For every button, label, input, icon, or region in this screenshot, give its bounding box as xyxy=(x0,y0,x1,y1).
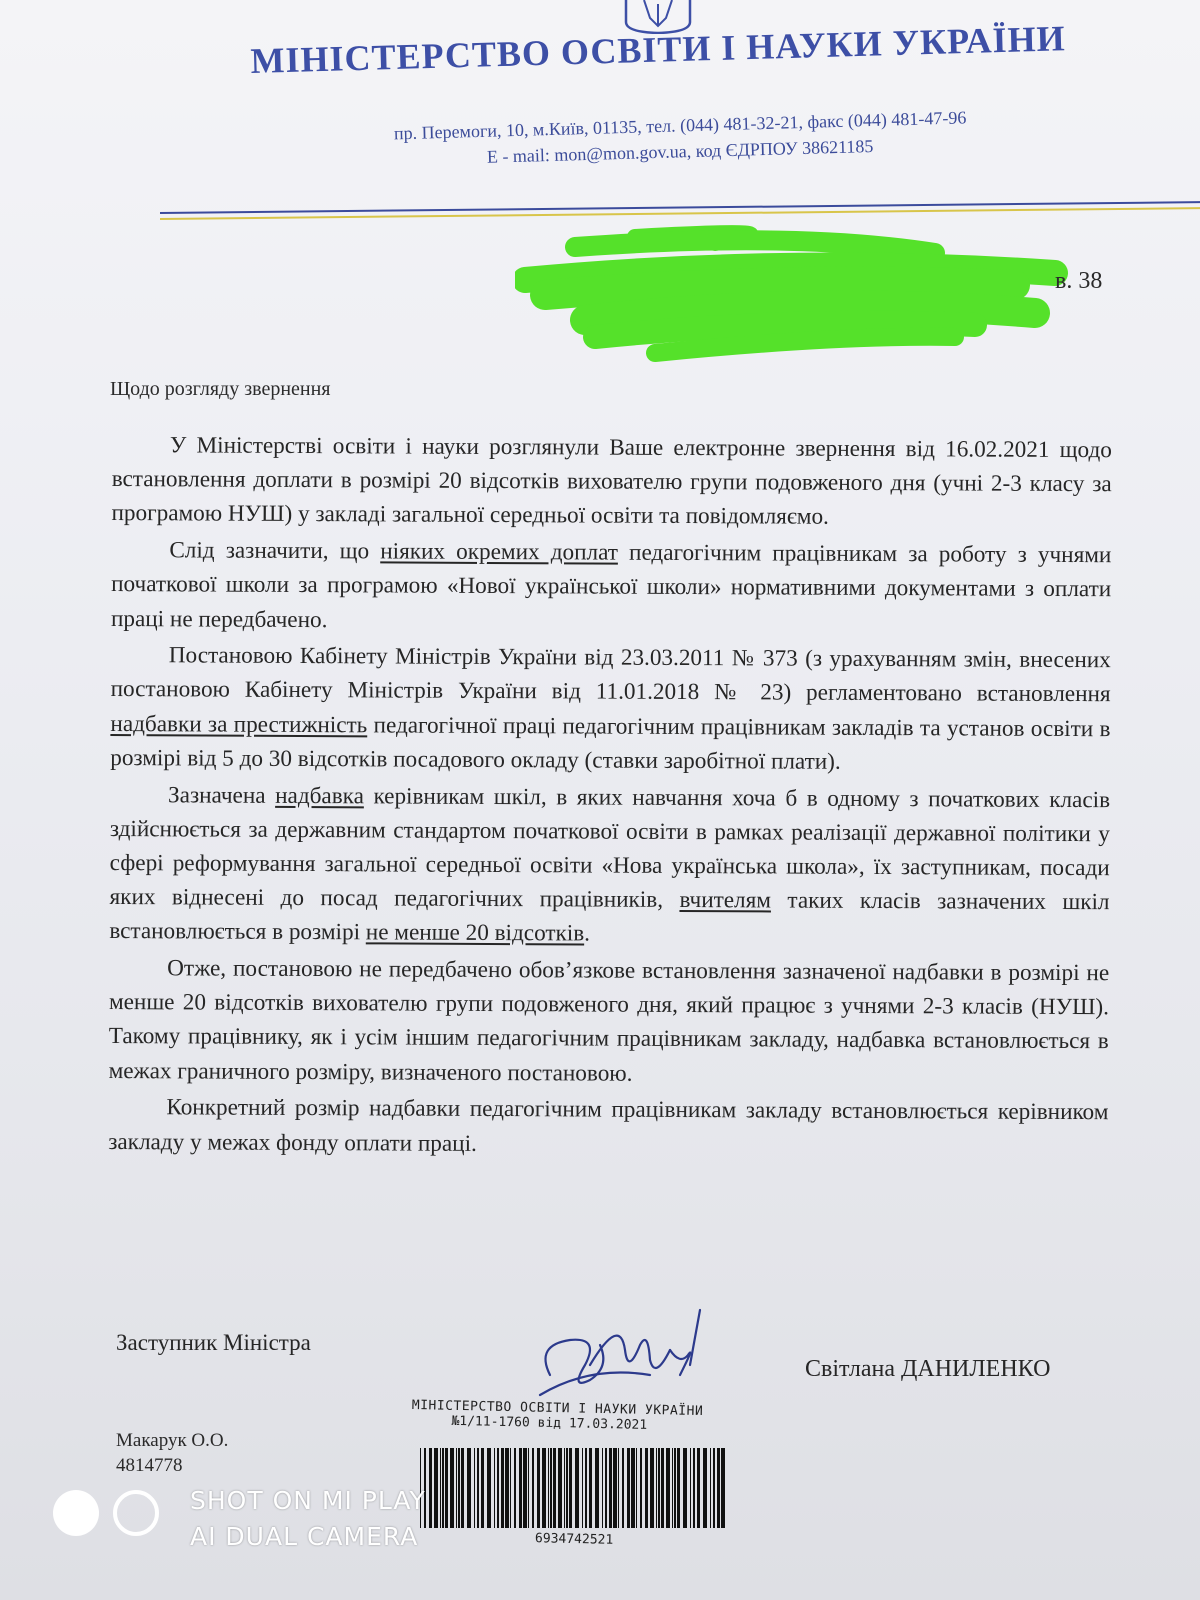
body-paragraph-2 xyxy=(111,533,1112,641)
registration-barcode xyxy=(418,1448,728,1528)
barcode-bar xyxy=(710,1448,711,1528)
barcode-bar xyxy=(474,1448,475,1528)
barcode-bar xyxy=(636,1448,637,1528)
barcode-bar xyxy=(717,1448,720,1528)
barcode-bar xyxy=(645,1448,648,1528)
barcode-bar xyxy=(613,1448,617,1528)
handwritten-signature xyxy=(530,1305,730,1415)
body-paragraph-1: У Міністерстві освіти і науки розглянули Ваше електронне звернення від 16.02.2021 щодо встановлення доплати в розмірі 20 відсотків вихователю групи подовженого дня (учні 2-3 класу за програмою НУШ) у закладі загальної середньої освіти та повідомляємо. xyxy=(111,432,1112,531)
barcode-bar xyxy=(627,1448,630,1528)
text-span: . xyxy=(584,920,591,947)
barcode-bar xyxy=(683,1448,687,1528)
watermark-line-1: SHOT ON MI PLAY xyxy=(190,1486,426,1515)
underlined-phrase: надбавка xyxy=(275,782,364,809)
barcode-bar xyxy=(445,1448,448,1528)
barcode-bar xyxy=(585,1448,587,1528)
signatory-name: Світлана ДАНИЛЕНКО xyxy=(805,1356,1051,1382)
barcode-bar xyxy=(440,1448,441,1528)
barcode-bar xyxy=(434,1448,438,1528)
executor-name: Макарук О.О. xyxy=(116,1430,229,1451)
barcode-bar xyxy=(477,1448,479,1528)
camera-watermark-lens-icon xyxy=(52,1488,162,1538)
barcode-bar xyxy=(605,1448,607,1528)
letter-subject: Щодо розгляду звернення xyxy=(110,378,331,400)
barcode-bar xyxy=(467,1448,471,1528)
addressee-visible-fragment: в. 38 xyxy=(1055,268,1103,294)
text-span: Постановою Кабінету Міністрів України від 23.03.2011 № 373 (з урахуванням змін, внесених постановою Кабінету Міністрів України від 11.01.2018 № 23) регламентовано встановлення xyxy=(110,642,1111,708)
barcode-bar xyxy=(569,1448,572,1528)
text-span: педагогічним працівникам за роботу з учнями початкової школи за програмою «Нової української школи» нормативними документами з оплати праці не передбачено. xyxy=(110,539,1112,633)
barcode-bar xyxy=(690,1448,691,1528)
ministry-contacts: E - mail: mon@mon.gov.ua, код ЄДРПОУ 38621185 xyxy=(486,135,874,167)
barcode-bar xyxy=(609,1448,612,1528)
barcode-bar xyxy=(713,1448,715,1528)
barcode-bar xyxy=(677,1448,680,1528)
barcode-bar xyxy=(537,1448,540,1528)
barcode-bar xyxy=(548,1448,549,1528)
addressee-redaction-scribble xyxy=(515,225,1075,375)
barcode-bar xyxy=(542,1448,546,1528)
stamp-organization: МІНІСТЕРСТВО ОСВІТИ І НАУКИ УКРАЇНИ xyxy=(411,1398,704,1420)
barcode-bar xyxy=(661,1448,664,1528)
body-paragraph-6: Конкретний розмір надбавки педагогічним працівникам закладу встановлюється керівником закладу у межах фонду оплати праці. xyxy=(108,1094,1109,1157)
text-span: таких класів зазначених шкіл встановлюється в розмірі xyxy=(109,887,1110,946)
executor-phone: 4814778 xyxy=(116,1455,183,1476)
barcode-bar xyxy=(456,1448,457,1528)
barcode-bar xyxy=(602,1448,603,1528)
registration-stamp xyxy=(411,1398,742,1435)
underlined-phrase: не менше 20 відсотків xyxy=(365,919,585,947)
barcode-bar xyxy=(550,1448,552,1528)
barcode-bar xyxy=(450,1448,454,1528)
barcode-bar xyxy=(582,1448,583,1528)
barcode-bar xyxy=(575,1448,579,1528)
executor-info xyxy=(116,1428,228,1478)
stamp-registration-number: №1/11-1760 від 17.03.2021 xyxy=(451,1413,648,1433)
body-paragraph-4 xyxy=(109,778,1110,954)
body-paragraph-5: Отже, постановою не передбачено обов’язкове встановлення зазначеної надбавки в розмірі не менше 20 відсотків вихователю групи подовженого дня, який працює з учнями 2-3 класів (НУШ). Такому працівнику, як і усім іншим педагогічним працівникам закладу, надбавка встановлюється в межах граничного розміру, визначеного постановою. xyxy=(108,955,1110,1087)
ministry-name-heading: МІНІСТЕРСТВО ОСВІТИ І НАУКИ УКРАЇНИ xyxy=(250,18,1067,81)
barcode-bar xyxy=(622,1448,624,1528)
barcode-bar xyxy=(566,1448,568,1528)
underlined-phrase: ніяких окремих доплат xyxy=(380,538,619,566)
underlined-phrase: надбавки за престижність xyxy=(110,710,368,738)
barcode-bar xyxy=(693,1448,695,1528)
text-span: Слід зазначити, що xyxy=(169,537,381,565)
barcode-bar xyxy=(640,1448,642,1528)
barcode-bar xyxy=(458,1448,460,1528)
ministry-address: пр. Перемоги, 10, м.Київ, 01135, тел. (044) 481-32-21, факс (044) 481-47-96 xyxy=(393,107,967,144)
letter-body xyxy=(108,428,1112,1166)
body-paragraph-3 xyxy=(110,638,1111,780)
barcode-bar xyxy=(497,1448,499,1528)
camera-watermark-text xyxy=(190,1483,426,1555)
barcode-bar xyxy=(589,1448,592,1528)
barcode-bar xyxy=(656,1448,657,1528)
barcode-bar xyxy=(666,1448,670,1528)
barcode-bar xyxy=(672,1448,673,1528)
watermark-line-2: AI DUAL CAMERA xyxy=(190,1522,419,1551)
barcode-bar xyxy=(631,1448,635,1528)
barcode-bar xyxy=(514,1448,516,1528)
barcode-bar xyxy=(721,1448,725,1528)
barcode-bar xyxy=(519,1448,522,1528)
barcode-bar xyxy=(442,1448,444,1528)
text-span: педагогічної праці педагогічним працівникам закладів та установ освіти в розмірі від 5 до 30 відсотків посадового окладу (ставки заробітної плати). xyxy=(110,711,1111,775)
signatory-role: Заступник Міністра xyxy=(116,1330,311,1355)
barcode-bar xyxy=(532,1448,534,1528)
barcode-bar xyxy=(553,1448,556,1528)
barcode-bar xyxy=(650,1448,654,1528)
barcode-bar xyxy=(528,1448,529,1528)
barcode-bar xyxy=(494,1448,495,1528)
barcode-bar xyxy=(501,1448,504,1528)
barcode-bar xyxy=(487,1448,491,1528)
barcode-bar xyxy=(510,1448,511,1528)
barcode-bar xyxy=(564,1448,565,1528)
barcode-bar xyxy=(674,1448,676,1528)
underlined-phrase: вчителям xyxy=(679,887,772,914)
barcode-bar xyxy=(429,1448,432,1528)
barcode-bar xyxy=(618,1448,619,1528)
barcode-bar xyxy=(558,1448,562,1528)
letterhead-divider-yellow xyxy=(160,207,1200,220)
barcode-bar xyxy=(505,1448,509,1528)
text-span: керівникам шкіл, в яких навчання хоча б в одному з початкових класів здійснюється за державним стандартом початкової освіти в рамках реалізації державної політики у сфері реформування загальної середньої освіти «Нова українська школа», їх заступникам, посади яких віднесені до посад педагогічних працівників, xyxy=(109,782,1111,914)
barcode-bar xyxy=(658,1448,660,1528)
barcode-bar xyxy=(523,1448,527,1528)
text-span: Зазначена xyxy=(168,781,276,809)
barcode-bar xyxy=(703,1448,707,1528)
barcode-bar xyxy=(461,1448,464,1528)
barcode-bar xyxy=(595,1448,599,1528)
barcode-bar xyxy=(697,1448,700,1528)
barcode-bar xyxy=(481,1448,484,1528)
barcode-number: 6934742521 xyxy=(534,1531,614,1548)
